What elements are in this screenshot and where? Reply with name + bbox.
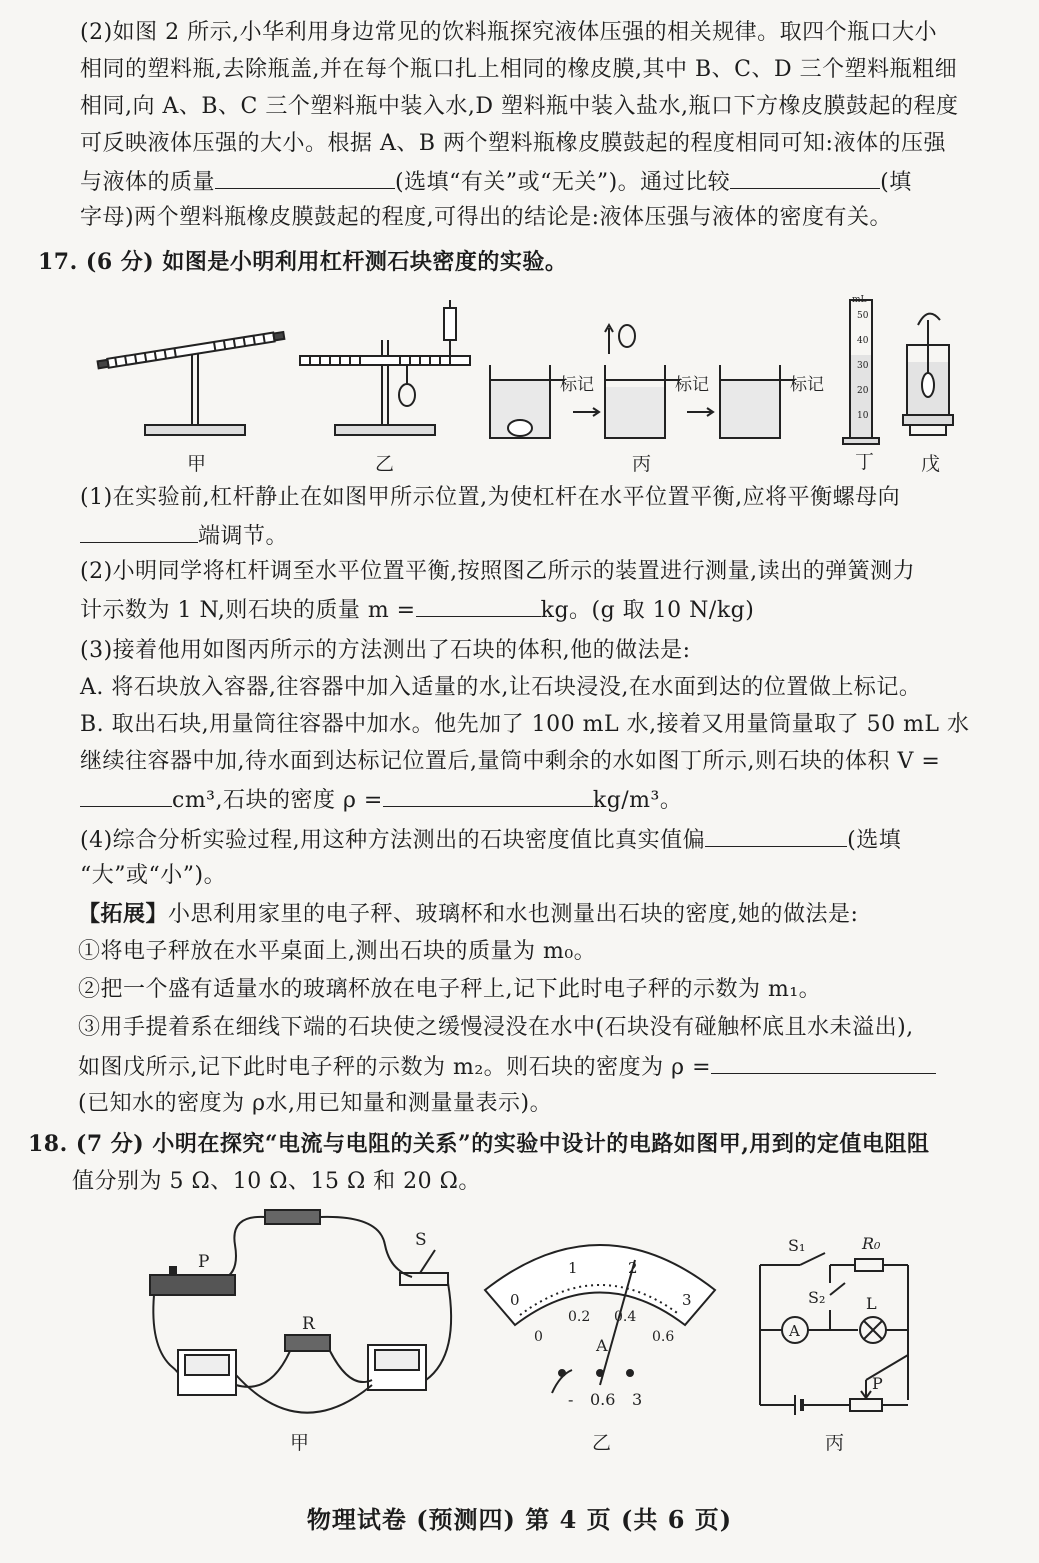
q17-p2-line2b: kg。(g 取 10 N/kg)	[540, 598, 755, 623]
q17-ext-s1: ①将电子秤放在水平桌面上,测出石块的质量为 m₀。	[78, 939, 597, 964]
q17-pB-line3	[80, 784, 682, 816]
ammeter-dial-yi	[485, 1245, 715, 1393]
circuit-label-P: P	[198, 1252, 210, 1272]
cylinder-tick-30: 30	[857, 361, 869, 371]
q17-ext-line1	[78, 899, 858, 930]
dial-unit: A	[596, 1336, 608, 1355]
fig-label-yi: 乙	[375, 453, 395, 475]
q17-ext-s3-line1: ③用手提着系在细线下端的石块使之缓慢浸没在水中(石块没有碰触杯底且水未溢出),	[78, 1015, 914, 1040]
circuit-label-R: R	[302, 1314, 315, 1334]
q17-figure	[95, 290, 975, 485]
answer-blank-mass[interactable]	[416, 594, 541, 617]
q18-figure	[140, 1205, 930, 1465]
q16-line5-a: 与液体的质量	[80, 170, 216, 195]
ext-intro: 小思利用家里的电子秤、玻璃杯和水也测量出石块的密度,她的做法是:	[168, 902, 859, 927]
answer-blank-lever-direction[interactable]	[80, 520, 198, 543]
answer-blank-ext-density[interactable]	[711, 1051, 936, 1074]
q17-p2-line2a: 计示数为 1 N,则石块的质量 m =	[80, 598, 416, 623]
q18-title-line1: 18. (7 分) 小明在探究“电流与电阻的关系”的实验中设计的电路如图甲,用到的定值电阻阻	[28, 1131, 930, 1157]
terminal-3: 3	[632, 1390, 643, 1409]
fig-label-ding: 丁	[855, 451, 875, 473]
mark-label-3: 标记	[790, 375, 824, 395]
terminal-minus: -	[568, 1390, 574, 1409]
circuit-jia	[150, 1210, 451, 1413]
q17-p3-line1: (3)接着他用如图丙所示的方法测出了石块的体积,他的做法是:	[80, 638, 691, 663]
fig-label-wu: 戊	[921, 453, 941, 475]
lever-stand-jia	[97, 331, 284, 435]
dial-bottom-3: 0.6	[652, 1329, 675, 1345]
schem-label-S1: S₁	[788, 1236, 806, 1255]
q17-p4-line1b: (选填	[847, 828, 902, 853]
q17-pB-line2: 继续往容器中加,待水面到达标记位置后,量筒中剩余的水如图丁所示,则石块的体积 V =	[80, 749, 941, 774]
q17-ext-s2: ②把一个盛有适量水的玻璃杯放在电子秤上,记下此时电子秤的示数为 m₁。	[78, 977, 822, 1002]
page-footer: 物理试卷 (预测四) 第 4 页 (共 6 页)	[306, 1505, 733, 1534]
q16-p2-line4: 可反映液体压强的大小。根据 A、B 两个塑料瓶橡皮膜鼓起的程度相同可知:液体的压强	[80, 131, 946, 156]
q16-p2-line5	[80, 166, 912, 198]
q18-fig-label-bing: 丙	[825, 1432, 845, 1454]
q17-p4-line2: “大”或“小”)。	[80, 863, 227, 888]
q18-fig-label-yi: 乙	[592, 1432, 612, 1454]
lever-stand-yi	[300, 300, 470, 435]
terminal-0-6: 0.6	[590, 1390, 616, 1409]
schem-label-S2: S₂	[808, 1288, 826, 1307]
q16-p2-line1: (2)如图 2 所示,小华利用身边常见的饮料瓶探究液体压强的相关规律。取四个瓶口大小	[80, 20, 938, 45]
circuit-label-S: S	[415, 1230, 427, 1250]
q17-p4-line1	[80, 824, 901, 856]
schem-label-L: L	[866, 1294, 877, 1313]
q17-pB-line3b: kg/m³。	[592, 788, 683, 813]
dial-top-1: 1	[568, 1259, 578, 1277]
dial-top-2: 2	[628, 1259, 638, 1277]
schematic-bing	[760, 1253, 908, 1415]
answer-blank-bias[interactable]	[705, 824, 847, 847]
q17-pB-line1: B. 取出石块,用量筒往容器中加水。他先加了 100 mL 水,接着又用量筒量取了 50 mL 水	[80, 712, 970, 737]
answer-blank-compare-letters[interactable]	[730, 166, 880, 189]
cylinder-unit: mL	[852, 295, 867, 305]
fig-label-bing: 丙	[632, 453, 652, 475]
q16-line5-b: (选填“有关”或“无关”)。通过比较	[395, 170, 731, 195]
q17-title: 17. (6 分) 如图是小明利用杠杆测石块密度的实验。	[38, 249, 568, 275]
dial-top-3: 3	[682, 1291, 692, 1309]
answer-blank-volume[interactable]	[80, 784, 172, 807]
q17-ext-s3-line2	[78, 1051, 936, 1083]
schem-label-R0: R₀	[862, 1234, 881, 1253]
fig-label-jia: 甲	[187, 453, 207, 475]
q17-ext-s3-line3: (已知水的密度为 ρ水,用已知量和测量量表示)。	[78, 1091, 553, 1116]
q17-p2-line2	[80, 594, 754, 626]
cylinder-tick-50: 50	[857, 311, 869, 321]
dial-bottom-2: 0.4	[614, 1309, 637, 1325]
dial-bottom-1: 0.2	[568, 1309, 591, 1325]
q17-p1-line2-text: 端调节。	[198, 524, 289, 549]
q17-p4-line1a: (4)综合分析实验过程,用这种方法测出的石块密度值比真实值偏	[80, 828, 706, 853]
q18-fig-label-jia: 甲	[290, 1432, 310, 1454]
cylinder-tick-40: 40	[857, 336, 869, 346]
q18-title-line2: 值分别为 5 Ω、10 Ω、15 Ω 和 20 Ω。	[72, 1169, 481, 1194]
answer-blank-mass-relation[interactable]	[215, 166, 395, 189]
schem-label-A: A	[789, 1322, 800, 1340]
cylinder-tick-20: 20	[857, 386, 869, 396]
q16-p2-line2: 相同的塑料瓶,去除瓶盖,并在每个瓶口扎上相同的橡皮膜,其中 B、C、D 三个塑料瓶粗细	[80, 57, 958, 82]
q17-pB-line3a: cm³,石块的密度 ρ =	[172, 788, 383, 813]
mark-label-2: 标记	[675, 375, 709, 395]
schem-label-P: P	[872, 1374, 883, 1393]
mark-label-1: 标记	[560, 375, 594, 395]
q17-p1-line1: (1)在实验前,杠杆静止在如图甲所示位置,为使杠杆在水平位置平衡,应将平衡螺母向	[80, 485, 901, 510]
q17-p2-line1: (2)小明同学将杠杆调至水平位置平衡,按照图乙所示的装置进行测量,读出的弹簧测力	[80, 559, 916, 584]
q16-line5-c: (填	[880, 170, 912, 195]
cylinder-tick-10: 10	[857, 411, 869, 421]
q16-p2-line6: 字母)两个塑料瓶橡皮膜鼓起的程度,可得出的结论是:液体压强与液体的密度有关。	[80, 205, 892, 230]
dial-top-0: 0	[510, 1291, 520, 1309]
q17-p1-line2	[80, 520, 288, 552]
q17-ext-s3-line2-text: 如图戊所示,记下此时电子秤的示数为 m₂。则石块的密度为 ρ =	[78, 1055, 712, 1080]
scale-beaker-wu	[903, 314, 953, 435]
measuring-cylinder-ding	[843, 300, 879, 444]
dial-bottom-0: 0	[534, 1329, 543, 1345]
ext-heading: 【拓展】	[78, 901, 169, 927]
q17-pA: A. 将石块放入容器,往容器中加入适量的水,让石块浸没,在水面到达的位置做上标记。	[80, 675, 922, 700]
answer-blank-density[interactable]	[383, 784, 593, 807]
containers-bing	[490, 325, 795, 438]
q16-p2-line3: 相同,向 A、B、C 三个塑料瓶中装入水,D 塑料瓶中装入盐水,瓶口下方橡皮膜鼓起的程度	[80, 94, 959, 119]
